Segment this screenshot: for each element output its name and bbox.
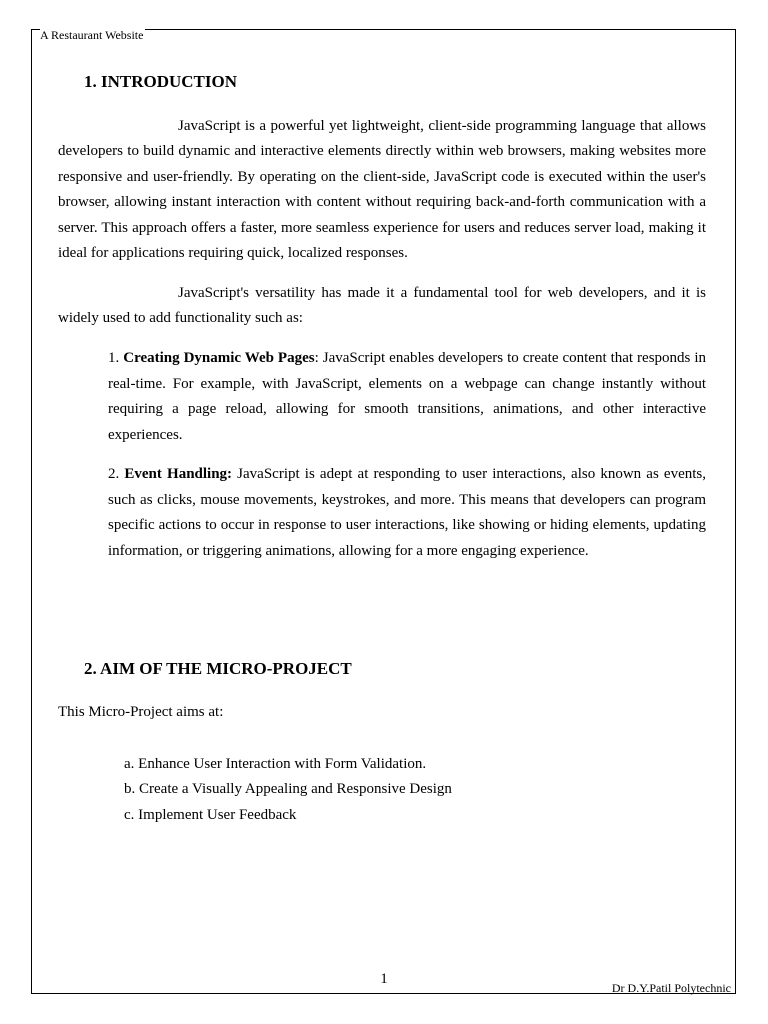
aim-item: b. Create a Visually Appealing and Responsive Design (124, 781, 452, 798)
intro-paragraph-2-text: JavaScript's versatility has made it a fundamental tool for web developers, and it is widely used to add functionality such as: (58, 285, 706, 327)
running-header: A Restaurant Website (40, 28, 144, 42)
intro-paragraph-1-text: JavaScript is a powerful yet lightweight, client-side programming language that allows developers to build dynamic and interactive elements directly within web browsers, making websites more responsive and user-friendly. By operating on the client-side, JavaScript code is executed within the user's browser, allowing instant interaction with content without requiring back-and-forth communication with a server. This approach offers a faster, more seamless experience for users and reduces server load, making it ideal for applications requiring quick, localized responses. (58, 118, 706, 262)
running-footer: Dr D.Y.Patil Polytechnic (611, 981, 731, 995)
aim-intro: This Micro-Project aims at: (58, 704, 224, 720)
list-item (108, 462, 706, 564)
section-heading-introduction: 1. INTRODUCTION (84, 72, 238, 91)
list-item (108, 346, 706, 448)
list-item-title: Event Handling: (124, 466, 233, 482)
aim-list (124, 752, 452, 828)
list-item-number: 2. (108, 466, 120, 482)
list-item-number: 1. (108, 350, 120, 366)
list-item-text: : JavaScript enables developers to create content that responds in real-time. For example, with JavaScript, elements on a webpage can change instantly without requiring a page reload, allowing for smooth transitions, animations, and other interactive experiences. (108, 350, 707, 443)
list-item-title: Creating Dynamic Web Pages (123, 350, 315, 366)
aim-item: c. Implement User Feedback (124, 806, 297, 823)
page-number: 1 (380, 971, 388, 987)
intro-paragraph-2 (58, 281, 706, 332)
aim-item: a. Enhance User Interaction with Form Validation. (124, 756, 427, 772)
section-heading-aim: 2. AIM OF THE MICRO-PROJECT (84, 659, 352, 678)
list-item-text: JavaScript is adept at responding to user interactions, also known as events, such as clicks, mouse movements, keystrokes, and more. This means that developers can program specific actions to occur in response to user interactions, like showing or hiding elements, updating information, or triggering animations, allowing for a more engaging experience. (108, 466, 706, 559)
intro-paragraph-1 (58, 114, 706, 266)
